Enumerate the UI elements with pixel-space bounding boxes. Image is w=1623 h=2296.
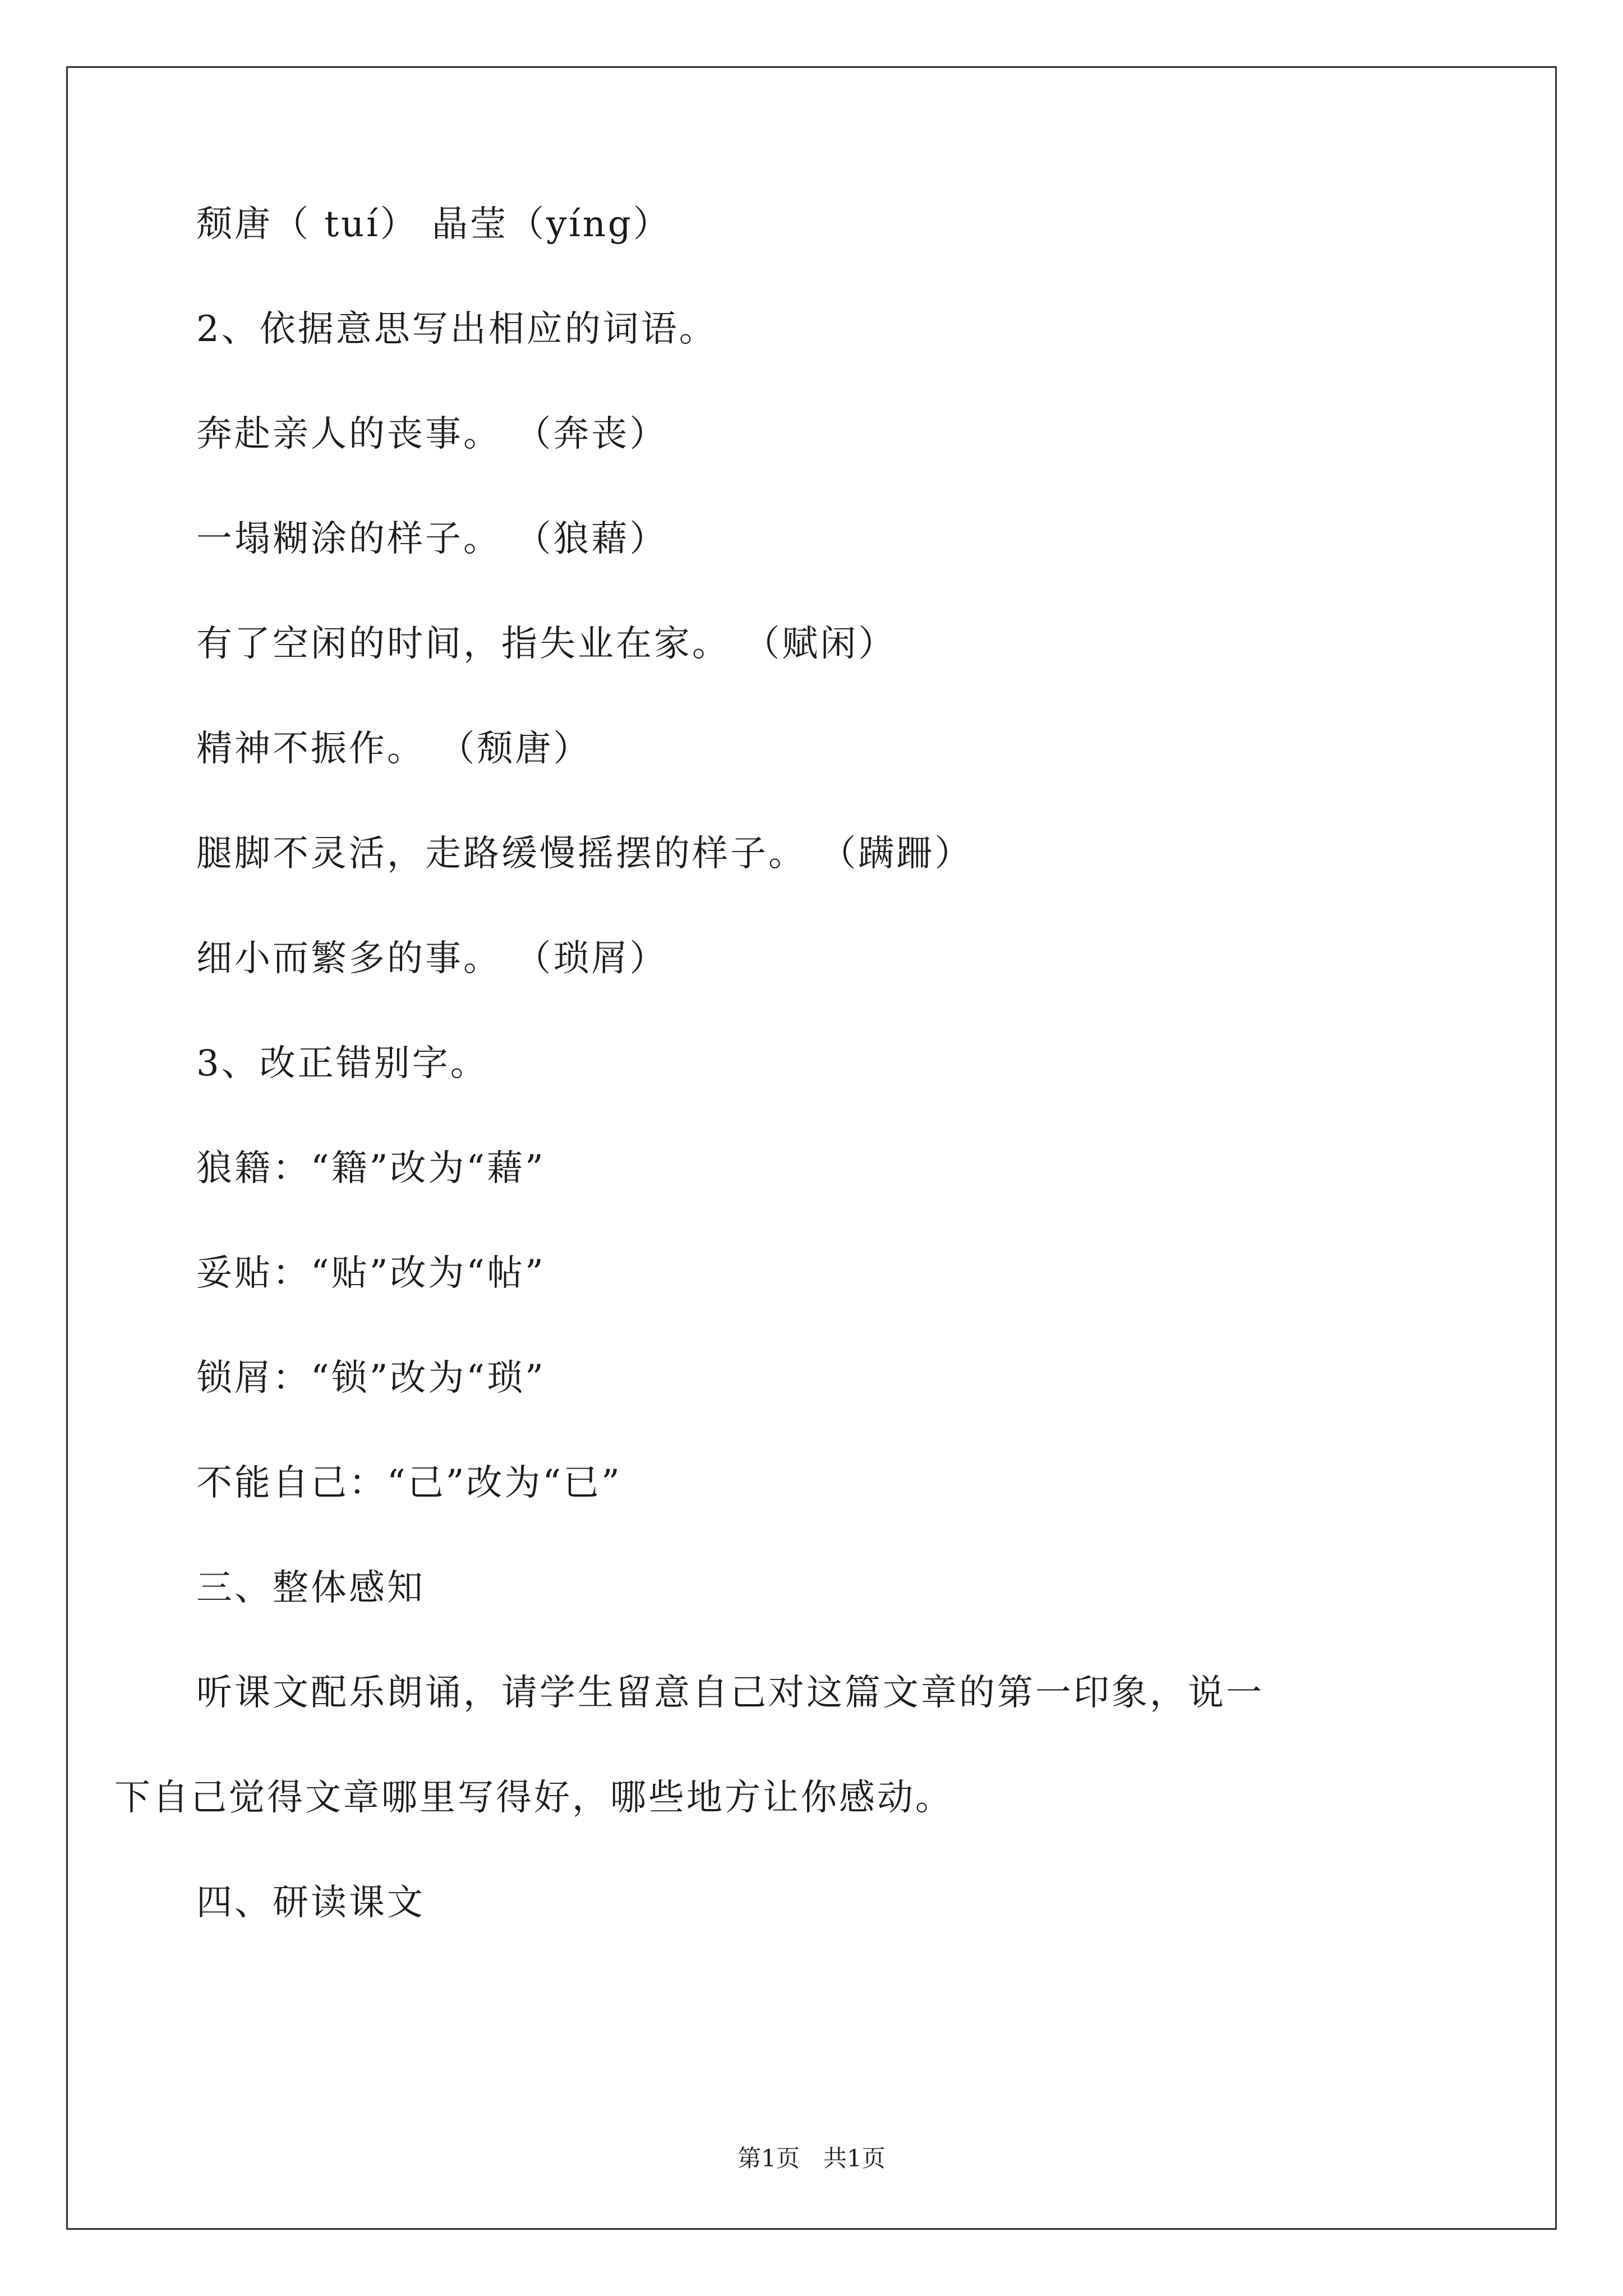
section-heading: 3、改正错别字。 [196,1043,488,1084]
definition-line: 一塌糊涂的样子。 （狼藉） [196,518,668,560]
section-heading: 2、依据意思写出相应的词语。 [196,309,717,350]
page-number: 第1页 共1页 [737,2145,886,2172]
section-heading: 四、研读课文 [196,1882,425,1924]
correction-line: 不能自己：“己”改为“已” [196,1462,622,1504]
definition-line: 腿脚不灵活，走路缓慢摇摆的样子。 （蹒跚） [196,833,973,875]
correction-line: 狼籍：“籍”改为“藉” [196,1148,546,1189]
instruction-paragraph [114,1671,1419,1820]
paragraph-line: 听课文配乐朗诵，请学生留意自己对这篇文章的第一印象，说一 [196,1672,1264,1714]
definition-line: 精神不振作。 （颓唐） [196,728,592,770]
pinyin-line: 颓唐（ tuí） 晶莹（yíng） [196,204,671,245]
definition-line: 奔赴亲人的丧事。 （奔丧） [196,413,668,455]
section-heading: 三、整体感知 [196,1567,425,1609]
definition-line: 有了空闲的时间，指失业在家。 （赋闲） [196,623,897,665]
paragraph-line: 下自己觉得文章哪里写得好，哪些地方让你感动。 [114,1777,953,1819]
definition-line: 细小而繁多的事。 （琐屑） [196,938,668,979]
correction-line: 妥贴：“贴”改为“帖” [196,1253,546,1294]
document-body [114,202,1419,1985]
correction-line: 锁屑：“锁”改为“琐” [196,1358,546,1399]
